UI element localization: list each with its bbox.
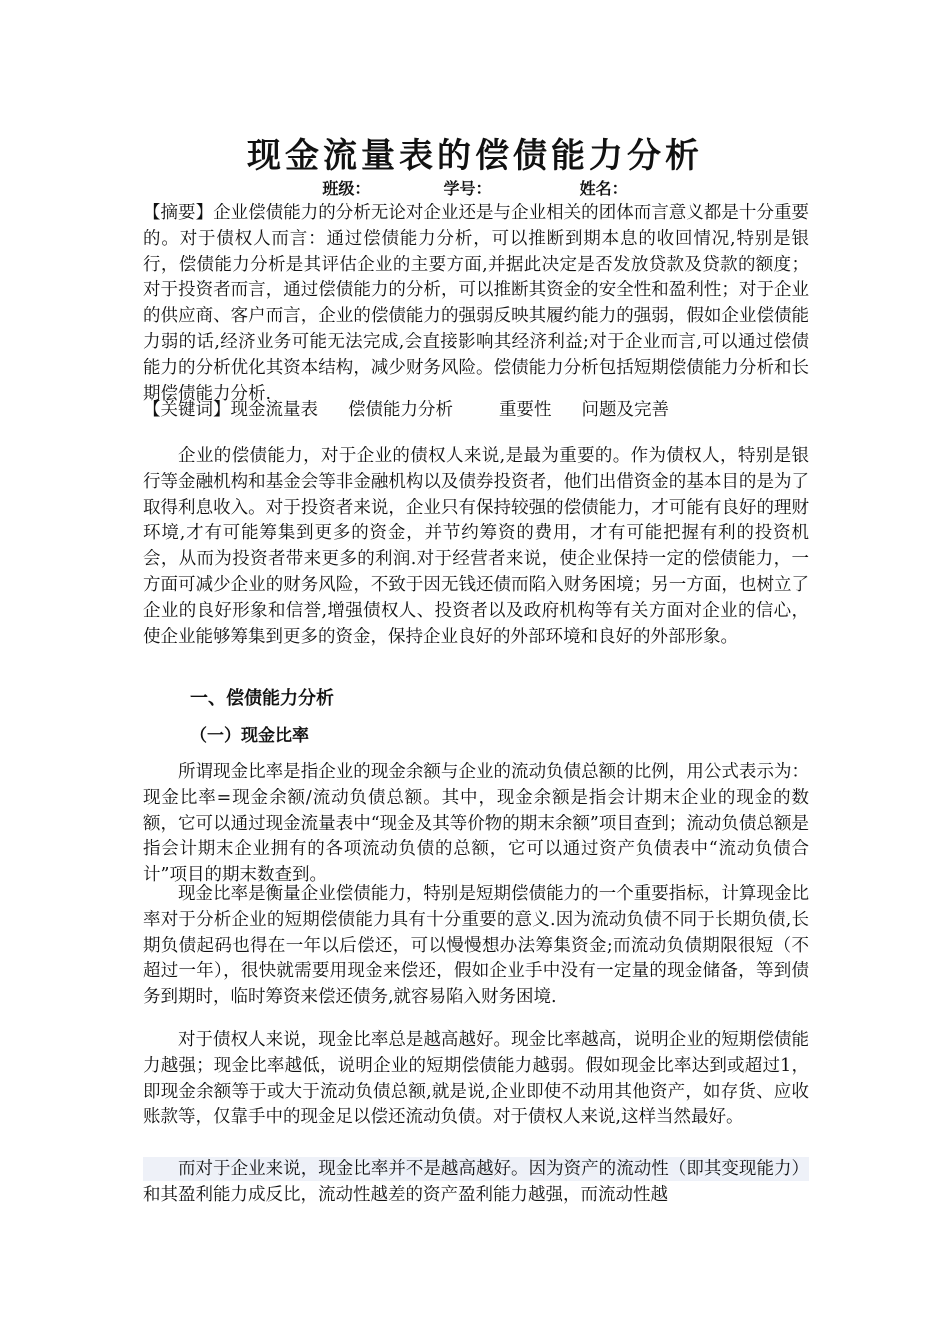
keyword-item: 重要性 (499, 400, 552, 420)
body-paragraph: 所谓现金比率是指企业的现金余额与企业的流动负债总额的比例，用公式表示为：现金比率=现金余额/流动负债总额。其中，现金余额是指会计期末企业的现金的数额，它可以通过现金流量表中“现金及其等价物的期末余额”项目查到；流动负债总额是指会计期末企业拥有的各项流动负债的总额，它可以通过资产负债表中“流动负债合计”项目的期末数查到。 (143, 762, 809, 886)
section-heading: 一、偿债能力分析 (190, 688, 334, 709)
document-title: 现金流量表的偿债能力分析 (247, 136, 703, 176)
keyword-item: 问题及完善 (581, 400, 669, 420)
body-paragraph: 而对于企业来说，现金比率并不是越高越好。因为资产的流动性（即其变现能力）和其盈利能力成反比，流动性越差的资产盈利能力越强，而流动性越 (143, 1157, 809, 1209)
class-label: 班级： (322, 179, 371, 198)
keyword-item: 现金流量表 (230, 400, 318, 420)
name-label: 姓名： (579, 179, 628, 198)
body-paragraph: 现金比率是衡量企业偿债能力，特别是短期偿债能力的一个重要指标，计算现金比率对于分析企业的短期偿债能力具有十分重要的意义.因为流动负债不同于长期负债,长期负债起码也得在一年以后偿还，可以慢慢想办法筹集资金;而流动负债期限很短（不超过一年），很快就需要用现金来偿还，假如企业手中没有一定量的现金储备，等到债务到期时，临时筹资来偿还债务,就容易陷入财务困境. (143, 884, 809, 1008)
keywords (143, 398, 809, 424)
subsection-heading: （一）现金比率 (190, 726, 309, 746)
keyword-item: 偿债能力分析 (348, 400, 453, 420)
student-id-label: 学号： (443, 179, 492, 198)
abstract: 【摘要】企业偿债能力的分析无论对企业还是与企业相关的团体而言意义都是十分重要的。对于债权人而言：通过偿债能力分析，可以推断到期本息的收回情况,特别是银行，偿债能力分析是其评估企业的主要方面,并据此决定是否发放贷款及贷款的额度；对于投资者而言，通过偿债能力的分析，可以推断其资金的安全性和盈利性；对于企业的供应商、客户而言，企业的偿债能力的强弱反映其履约能力的强弱，假如企业偿债能力弱的话,经济业务可能无法完成,会直接影响其经济利益;对于企业而言,可以通过偿债能力的分析优化其资本结构，减少财务风险。偿债能力分析包括短期偿债能力分析和长期偿债能力分析. (143, 203, 809, 404)
body-paragraph: 对于债权人来说，现金比率总是越高越好。现金比率越高，说明企业的短期偿债能力越强；现金比率越低，说明企业的短期偿债能力越弱。假如现金比率达到或超过1，即现金余额等于或大于流动负债总额,就是说,企业即使不动用其他资产，如存货、应收账款等，仅靠手中的现金足以偿还流动负债。对于债权人来说,这样当然最好。 (143, 1030, 809, 1128)
author-info (0, 176, 950, 199)
intro-paragraph: 企业的偿债能力，对于企业的债权人来说,是最为重要的。作为债权人，特别是银行等金融机构和基金会等非金融机构以及债券投资者，他们出借资金的基本目的是为了取得利息收入。对于投资者来说，企业只有保持较强的偿债能力，才可能有良好的理财环境,才有可能筹集到更多的资金，并节约筹资的费用，才有可能把握有利的投资机会，从而为投资者带来更多的利润.对于经营者来说，使企业保持一定的偿债能力，一方面可减少企业的财务风险，不致于因无钱还债而陷入财务困境；另一方面，也树立了企业的良好形象和信誉,增强债权人、投资者以及政府机构等有关方面对企业的信心，使企业能够筹集到更多的资金，保持企业良好的外部环境和良好的外部形象。 (143, 446, 809, 647)
keywords-label: 【关键词】 (143, 400, 231, 420)
